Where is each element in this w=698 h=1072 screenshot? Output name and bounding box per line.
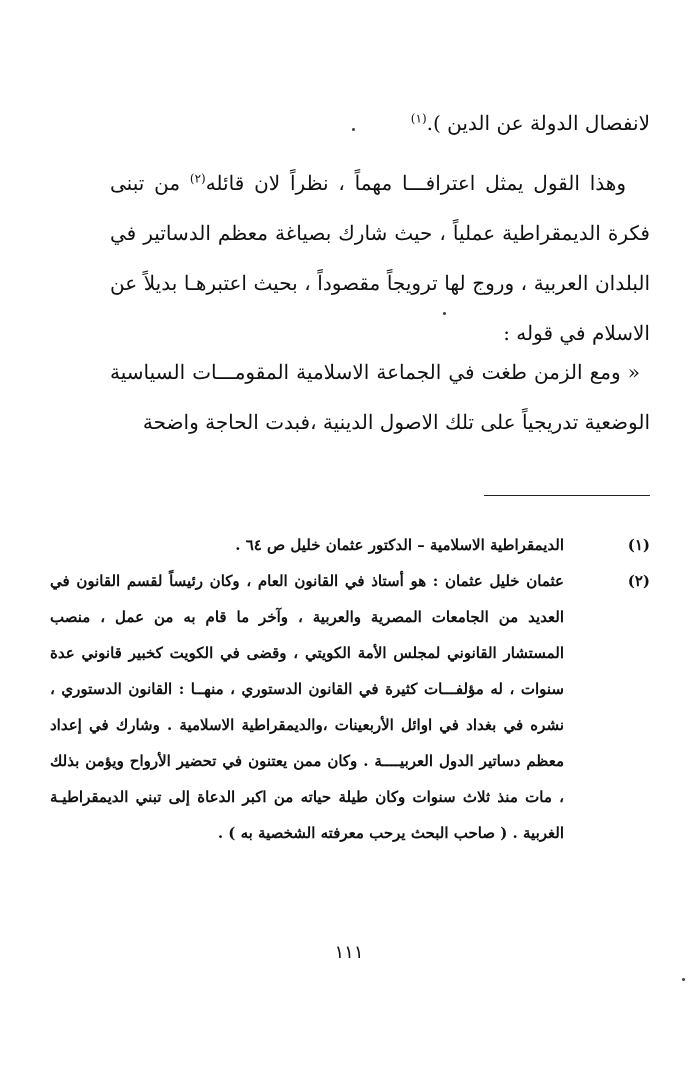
- footnote-1-text: الديمقراطية الاسلامية – الدكتور عثمان خليل ص ٦٤ .: [235, 536, 564, 554]
- paragraph-1-text: لانفصال الدولة عن الدين ).: [426, 111, 650, 135]
- scan-speck: [352, 128, 355, 131]
- footnote-1-number: (١): [627, 536, 650, 554]
- paragraph-2-text-after: من تبنى فكرة الديمقراطية عملياً ، حيث شارك بصياغة معظم الدساتير في البلدان العربية ، وروج لها ترويجاً مقصوداً ، بحيث اعتبرهـا بديلاً عن الاسلام في قوله :: [110, 171, 650, 345]
- paragraph-3-quote: [110, 347, 650, 447]
- paragraph-3-text: « ومع الزمن طغت في الجماعة الاسلامية المقومـــات السياسية الوضعية تدريجياً على تلك الاصول الدينية ،فبدت الحاجة واضحة: [110, 360, 650, 434]
- paragraph-2-text-before: وهذا القول يمثل اعترافـــا مهماً ، نظراً لان قائله: [205, 171, 626, 195]
- footnote-ref-1: (١): [410, 111, 427, 126]
- footnote-divider: [484, 495, 650, 496]
- page-number: ١١١: [334, 942, 364, 963]
- footnote-2-number: (٢): [627, 572, 650, 590]
- footnote-2: [50, 563, 650, 851]
- footnote-2-text: عثمان خليل عثمان : هو أستاذ في القانون العام ، وكان رئيساً لقسم القانون في العديد من الجامعات المصرية والعربية ، وآخر ما قام به من عمل ، منصب المستشار القانوني لمجلس الأمة الكويتي ، وقضى في الكويت كخبير قانوني عدة سنوات ، له مؤلفـــات كثيرة في القانون الدستوري ، منهــا : القانون الدستوري ، نشره في بغداد في اوائل الأربعينات ،والديمقراطية الاسلامية . وشارك في إعداد معظم دساتير الدول العربيــــة . وكان ممن يعتنون في تحضير الأرواح ويؤمن بذلك ، مات منذ ثلاث سنوات وكان طيلة حياته من اكبر الدعاة إلى تبني الديمقراطيـة الغربية . ( صاحب البحث يرحب معرفته الشخصية به ) .: [50, 572, 564, 842]
- paragraph-1: [110, 98, 650, 148]
- paragraph-2: [110, 158, 650, 358]
- footnote-1: [50, 527, 650, 563]
- scan-speck: [443, 312, 446, 315]
- scan-speck: [682, 978, 685, 981]
- footnote-ref-2: (٢): [189, 171, 206, 186]
